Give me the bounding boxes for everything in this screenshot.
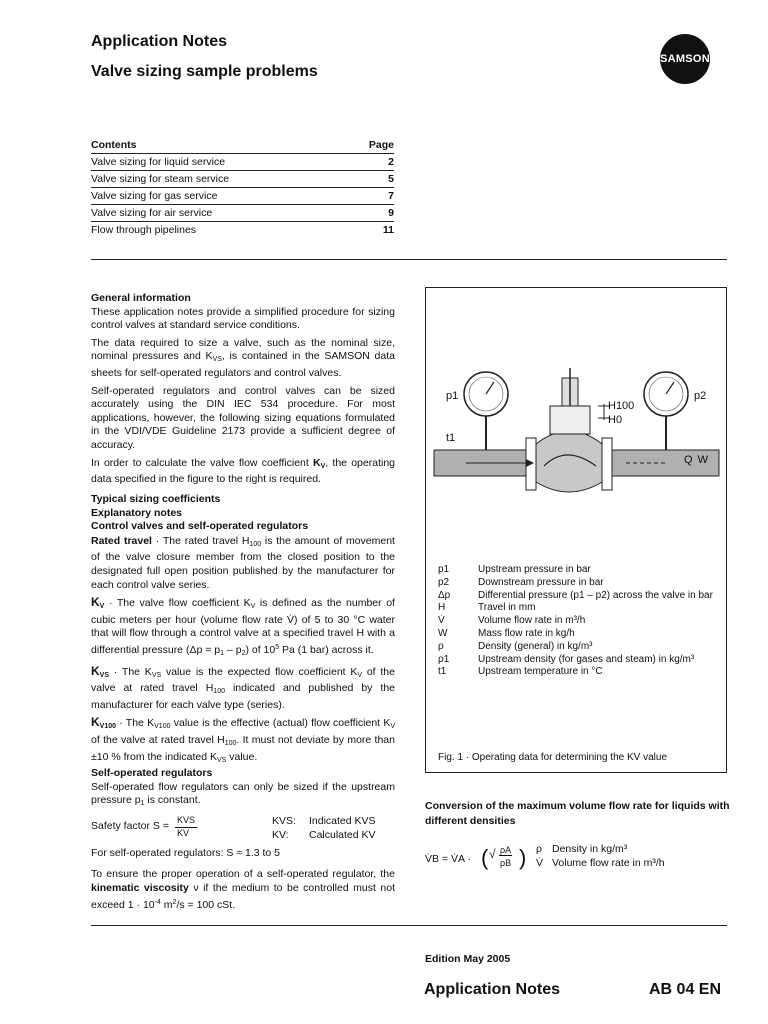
legend-row: W Mass flow rate in kg/h xyxy=(438,627,575,639)
fig-label-p2: p2 xyxy=(694,390,707,402)
footer-code: AB 04 EN xyxy=(649,981,722,998)
general-p3: Self-operated regulators and control valves can be sized accurately using the DIN IEC 534 procedure. For most applications, however, the following sizing equations formulated in the VDI/VDE Guideline 2173 provide a sufficient degree of accuracy. xyxy=(91,384,395,451)
rho-b: ρB xyxy=(500,858,512,868)
figure-legend xyxy=(438,564,723,679)
toc-page: 5 xyxy=(388,173,394,185)
kv-def-text: Calculated KV xyxy=(309,828,376,841)
coef-heading3: Control valves and self-operated regulators xyxy=(91,520,309,533)
footer-divider xyxy=(91,925,727,926)
fig-label-h0: H0 xyxy=(608,414,623,426)
figure-box xyxy=(425,287,727,773)
fig-label-qw: Q W xyxy=(684,454,709,466)
fig-label-t1: t1 xyxy=(446,432,456,444)
legend-row: Δp Differential pressure (p1 – p2) across the valve in bar xyxy=(438,589,713,601)
toc-page: 2 xyxy=(388,156,394,168)
formula-lhs: V̇B = V̇A · xyxy=(425,853,471,865)
figure-caption: Fig. 1 · Operating data for determining the KV value xyxy=(438,752,668,763)
coefficients-section xyxy=(91,493,395,916)
sor-s-para: For self-operated regulators: S ≈ 1.3 to 5 xyxy=(91,846,281,859)
kvs-para: $K_{VS}$ · The $K_{VS}$ value is the expected flow coefficient $K_V$ of the valve at rated travel $H_{100}$ indicated and published by the manufacturer for each valve type (series). xyxy=(91,663,395,711)
sor-heading: Self-operated regulators xyxy=(91,767,213,780)
toc-header xyxy=(91,137,394,153)
rho-a: ρA xyxy=(500,845,512,855)
coef-heading1: Typical sizing coefficients xyxy=(91,493,221,505)
sor-para: Self-operated flow regulators can only be sized if the upstream pressure $p_1$ is constant. xyxy=(91,780,395,808)
toc-page: 11 xyxy=(382,224,394,236)
fig-label-p1: p1 xyxy=(446,390,459,402)
kvs-def-sym: KVS: xyxy=(272,814,296,827)
conversion-section xyxy=(425,799,735,887)
toc-row[interactable] xyxy=(91,153,394,170)
conversion-formula xyxy=(425,843,735,887)
safety-denominator: KV xyxy=(177,827,190,838)
toc-label: Valve sizing for steam service xyxy=(91,173,230,185)
general-p4: In order to calculate the valve flow coefficient $K_V$, the operating data specified in the figure to the right is required. xyxy=(91,456,395,486)
def2-text: Volume flow rate in m³/h xyxy=(552,857,665,869)
toc-row[interactable] xyxy=(91,170,394,187)
toc-label: Flow through pipelines xyxy=(91,224,197,236)
def1-text: Density in kg/m³ xyxy=(552,843,628,855)
toc-label: Valve sizing for gas service xyxy=(91,190,218,202)
samson-logo xyxy=(660,34,710,84)
section-divider xyxy=(91,259,727,260)
sqrt-sign: √ xyxy=(489,847,496,861)
rated-travel-para: Rated travel · The rated travel $H_{100}$ is the amount of movement of the valve closure member from the closed position to the designated full open position published by the manufacturer for each control valve series. xyxy=(91,534,395,591)
fig-label-h100: H100 xyxy=(608,400,635,412)
legend-row: ρ Density (general) in kg/m³ xyxy=(438,640,593,652)
toc-label: Valve sizing for air service xyxy=(91,207,213,219)
toc-page: 7 xyxy=(388,190,394,202)
viscosity-para: To ensure the proper operation of a self-operated regulator, the kinematic viscosity ν if the medium to be controlled must not exceed $1 \cdot 10^{-4}$ $m^2/s = 100$ cSt. xyxy=(91,868,395,911)
legend-row: H Travel in mm xyxy=(438,602,536,614)
footer-app-notes: Application Notes xyxy=(424,981,561,998)
toc-row[interactable] xyxy=(91,221,394,238)
general-p2: The data required to size a valve, such as the nominal size, nominal pressures and $K_{VS}$, is contained in the SAMSON data sheets for self-operated regulators and control valves. xyxy=(91,336,395,379)
kv100-para: $K_{V100}$ · The $K_{V100}$ value is the effective (actual) flow coefficient $K_V$ of the valve at rated travel $H_{100}$. It must not deviate by more than ±10 % from the indicated $K_{VS}$ value. xyxy=(91,715,396,764)
kvs-def-text: Indicated KVS xyxy=(309,814,376,827)
toc-page: 9 xyxy=(388,207,394,219)
kv-def-sym: KV: xyxy=(272,828,289,841)
kv-para: $K_V$ · The valve flow coefficient $K_V$ is defined as the number of cubic meters per hour (volume flow rate V̇) of 5 to 30 °C water that will flow through a control valve at a specified travel H with a differential pressure $(\Delta p = p_1 - p_2)$ of $10^5$ Pa (1 bar) across it. xyxy=(91,595,395,657)
def2-sym: V̇ xyxy=(536,857,544,869)
logo-text: SAMSON xyxy=(659,53,711,65)
toc-heading: Contents xyxy=(91,139,137,151)
edition-label: Edition May 2005 xyxy=(425,953,511,965)
coef-heading2: Explanatory notes xyxy=(91,506,183,519)
paren-right: ) xyxy=(519,845,527,870)
right-flange xyxy=(602,438,612,490)
def1-sym: ρ xyxy=(536,843,542,855)
legend-row: p2 Downstream pressure in bar xyxy=(438,576,604,588)
general-section xyxy=(91,292,395,491)
safety-label: Safety factor S = xyxy=(91,819,169,832)
valve-bonnet xyxy=(550,406,590,434)
safety-factor-block xyxy=(91,815,395,843)
toc-label: Valve sizing for liquid service xyxy=(91,156,226,168)
legend-row: t1 Upstream temperature in °C xyxy=(438,666,603,678)
page-subtitle: Valve sizing sample problems xyxy=(91,63,318,80)
legend-row: ρ1 Upstream density (for gases and steam) in kg/m³ xyxy=(438,653,695,665)
valve-body xyxy=(536,431,602,492)
page-title: Application Notes xyxy=(91,33,228,50)
legend-row: V̇ Volume flow rate in m³/h xyxy=(438,615,586,627)
general-heading: General information xyxy=(91,292,191,304)
toc-row[interactable] xyxy=(91,204,394,221)
toc-row[interactable] xyxy=(91,187,394,204)
paren-left: ( xyxy=(481,845,489,870)
table-of-contents xyxy=(91,137,394,238)
safety-numerator: KVS xyxy=(175,814,197,829)
general-p1: These application notes provide a simplified procedure for sizing control valves at standard service conditions. xyxy=(91,305,395,332)
conversion-heading: Conversion of the maximum volume flow rate for liquids with different densities xyxy=(425,800,730,827)
legend-row: p1 Upstream pressure in bar xyxy=(438,564,591,575)
toc-page-heading: Page xyxy=(368,139,394,151)
